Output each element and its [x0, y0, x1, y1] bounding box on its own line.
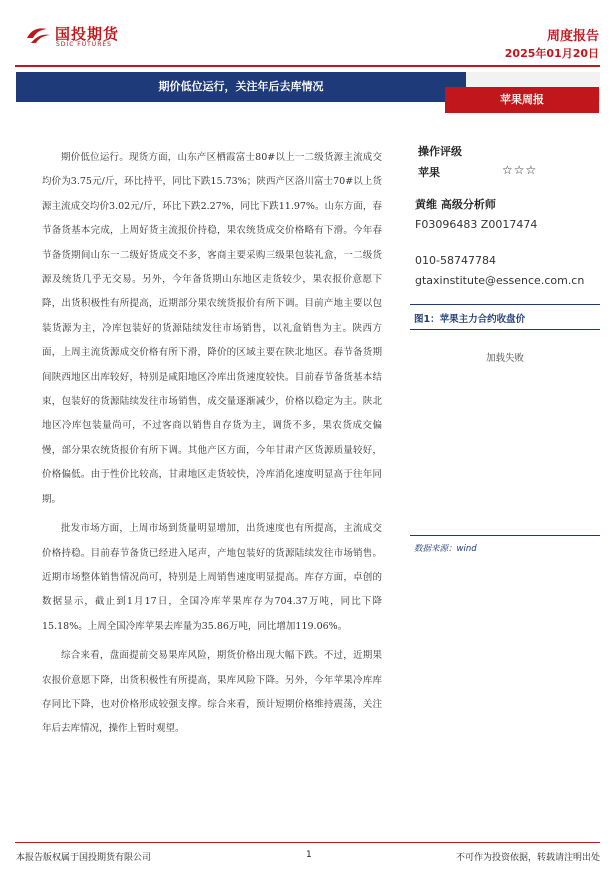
paragraph-spot-market: 期价低位运行。现货方面，山东产区栖霞富士80#以上一二级货源主流成交均价为3.75元/斤，环比持平，同比下跌15.73%；陕西产区洛川富士70#以上货源主流成交均价3.02元/斤，环比下跌2.27%，同比下跌11.97%。山东方面，春节备货基本完成，上周好货主流报价持稳，果农统货成交价格略有下滑。今年春节备货期间山东一二级好货成交不多，客商主要采购三级果包装礼盒，一二级货源及统货几乎无交易。另外，今年备货期山东地区走货较少，果农报价意愿下降，出货积极性有所提高，近期部分果农统货报价有所下调。目前产地主要以包装货源为主，冷库包装好的货源陆续发往市场销售，以礼盒销售为主。陕西方面，上周主流货源成交价格有所下滑，降价的区域主要在陕北地区。春节备货期间陕西地区出库较好，特别是咸阳地区冷库出货速度较快。目前春节备货基本结束，包装好的货源陆续发往市场销售，成交量逐渐减少，价格以稳定为主。陕北地区冷库包装量尚可，不过客商以销售自存货为主，调货不多，果农货成交偏慢，部分果农统货报价有所下调。其他产区方面，今年甘肃产区货源质量较好，价格偏低。由于性价比较高，甘肃地区走货较快，冷库消化速度明显高于往年同期。	[42, 152, 382, 505]
footer-copyright: 本报告版权属于国投期货有限公司	[16, 853, 152, 863]
figure-load-failed-text: 加载失败	[485, 353, 524, 364]
rating-stars: ☆☆☆	[502, 163, 538, 177]
figure-title: 图1：苹果主力合约收盘价	[414, 314, 526, 325]
report-title-banner: 期价低位运行，关注年后去库情况	[16, 72, 466, 102]
header-divider	[15, 65, 600, 67]
company-logo	[25, 22, 145, 50]
report-type: 周度报告	[546, 29, 599, 44]
page-number: 1	[306, 850, 312, 860]
analyst-name: 黄维 高级分析师	[415, 198, 496, 211]
rating-item: 苹果	[418, 166, 440, 179]
figure-top-rule	[410, 304, 600, 305]
analyst-license-code: F03096483 Z0017474	[415, 218, 538, 231]
analyst-email: gtaxinstitute@essence.com.cn	[415, 274, 585, 287]
report-date: 2025年01月20日	[504, 47, 599, 60]
report-body	[42, 146, 382, 747]
figure-bottom-rule	[410, 535, 600, 536]
rating-label: 操作评级	[418, 145, 462, 158]
analyst-phone: 010-58747784	[415, 254, 496, 267]
logo-english-name: SDIC FUTURES	[56, 41, 112, 48]
footer-divider	[15, 842, 600, 843]
footer-disclaimer: 不可作为投资依据，转载请注明出处	[455, 853, 600, 863]
figure-source: 数据来源：wind	[414, 544, 477, 554]
paragraph-conclusion: 综合来看，盘面提前交易果库风险，期货价格出现大幅下跌。不过，近期果农报价意愿下降，出货积极性有所提高，果库风险下降。另外，今年苹果冷库库存同比下降，也对价格形成较强支撑。综合来看，预计短期价格维持震荡，关注年后去库情况，操作上暂时观望。	[42, 650, 382, 735]
report-category-tag: 苹果周报	[445, 87, 599, 113]
paragraph-wholesale-market: 批发市场方面，上周市场到货量明显增加，出货速度也有所提高，主流成交价格持稳。目前春节备货已经进入尾声，产地包装好的货源陆续发往市场销售。近期市场整体销售情况尚可，特别是上周销售速度明显提高。库存方面，卓创的数据显示，截止到1月17日，全国冷库苹果库存为704.37万吨，同比下降15.18%。上周全国冷库苹果去库量为35.86万吨，同比增加119.06%。	[42, 523, 382, 632]
logo-chinese-name: 国投期货	[55, 25, 120, 43]
sdic-logo-icon	[25, 24, 51, 46]
figure-title-rule	[410, 329, 600, 330]
